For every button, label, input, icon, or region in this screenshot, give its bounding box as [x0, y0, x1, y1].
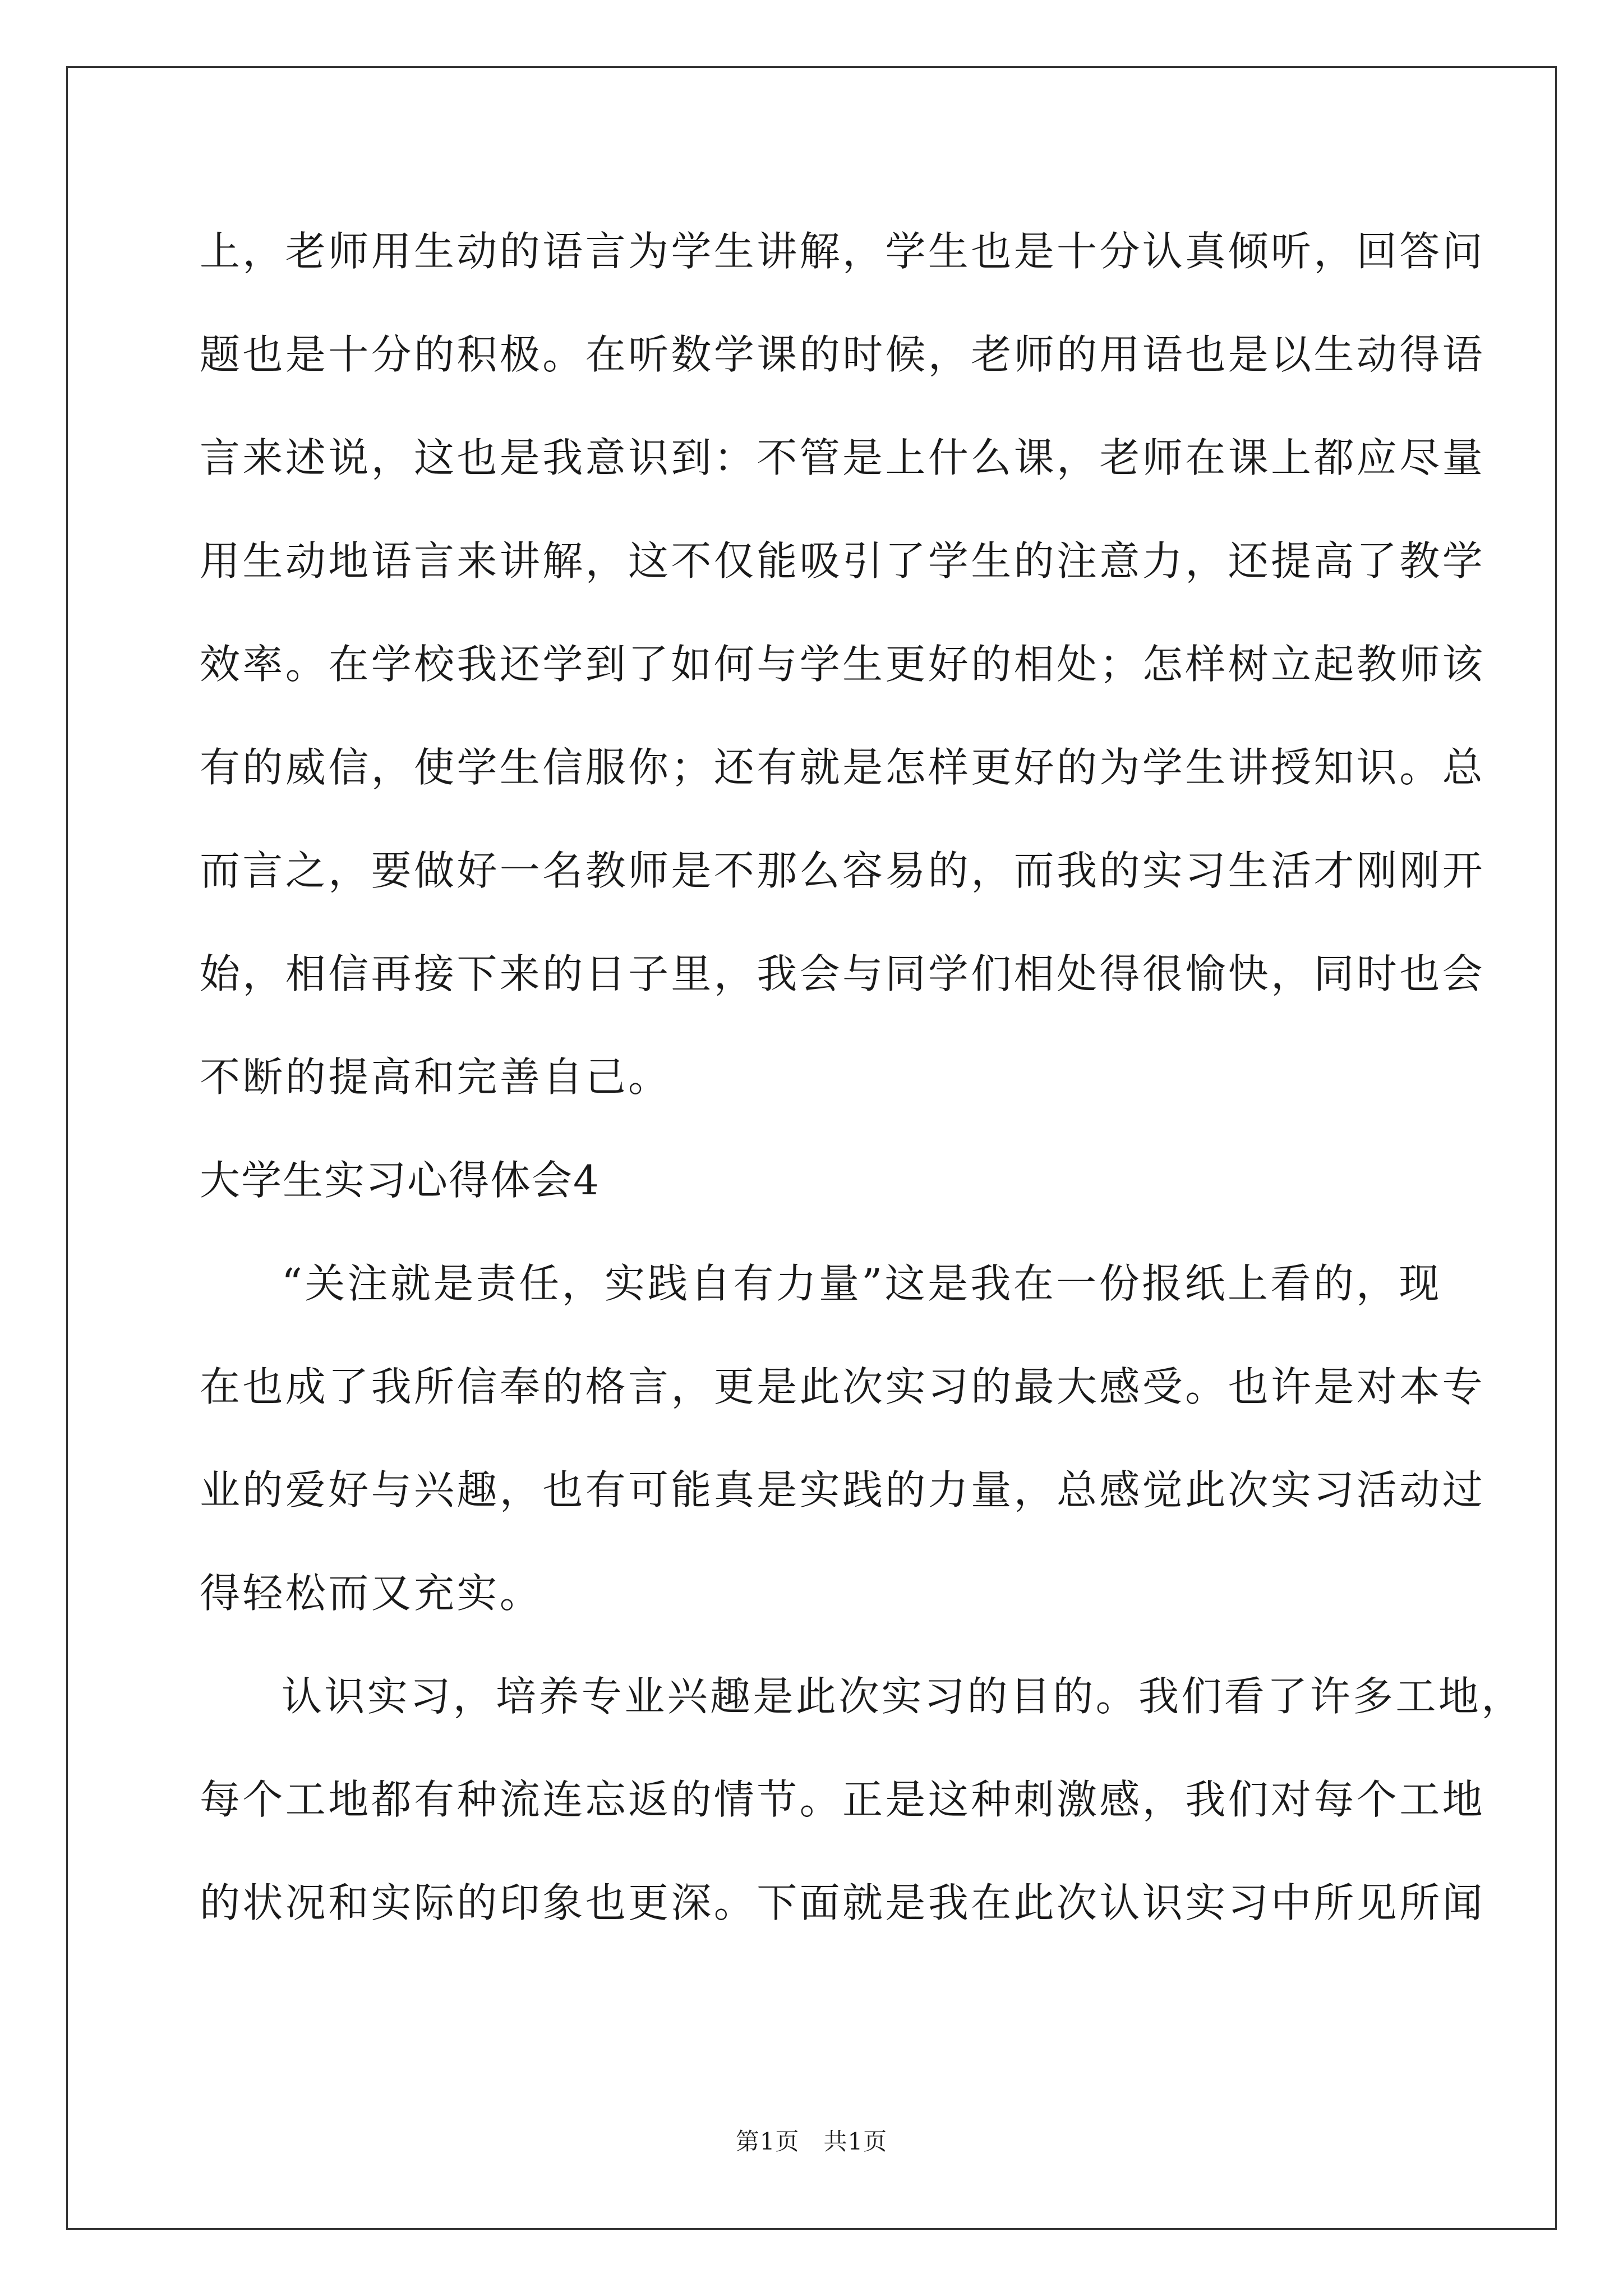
body-line: 认识实习，培养专业兴趣是此次实习的目的。我们看了许多工地，	[282, 1673, 1524, 1720]
body-line: “关注就是责任，实践自有力量”这是我在一份报纸上看的，现	[282, 1260, 1442, 1307]
body-line: 上，老师用生动的语言为学生讲解，学生也是十分认真倾听，回答问	[200, 228, 1486, 275]
page-footer: 第1页 共1页	[735, 2128, 888, 2155]
body-line: 的状况和实际的印象也更深。下面就是我在此次认识实习中所见所闻	[200, 1879, 1486, 1926]
body-line: 言来述说，这也是我意识到：不管是上什么课，老师在课上都应尽量	[200, 434, 1486, 481]
body-line: 始，相信再接下来的日子里，我会与同学们相处得很愉快，同时也会	[200, 950, 1486, 997]
body-line: 业的爱好与兴趣，也有可能真是实践的力量，总感觉此次实习活动过	[200, 1466, 1486, 1513]
body-line: 得轻松而又充实。	[200, 1570, 543, 1617]
section-heading: 大学生实习心得体会4	[200, 1157, 600, 1204]
body-line: 不断的提高和完善自己。	[200, 1053, 671, 1101]
body-line: 题也是十分的积极。在听数学课的时候，老师的用语也是以生动得语	[200, 331, 1486, 378]
body-line: 用生动地语言来讲解，这不仅能吸引了学生的注意力，还提高了教学	[200, 537, 1486, 585]
body-line: 效率。在学校我还学到了如何与学生更好的相处；怎样树立起教师该	[200, 641, 1486, 688]
document-body	[200, 212, 1524, 1967]
body-line: 在也成了我所信奉的格言，更是此次实习的最大感受。也许是对本专	[200, 1363, 1486, 1410]
body-line: 而言之，要做好一名教师是不那么容易的，而我的实习生活才刚刚开	[200, 847, 1486, 894]
body-line: 每个工地都有种流连忘返的情节。正是这种刺激感，我们对每个工地	[200, 1776, 1486, 1823]
body-line: 有的威信，使学生信服你；还有就是怎样更好的为学生讲授知识。总	[200, 744, 1486, 791]
